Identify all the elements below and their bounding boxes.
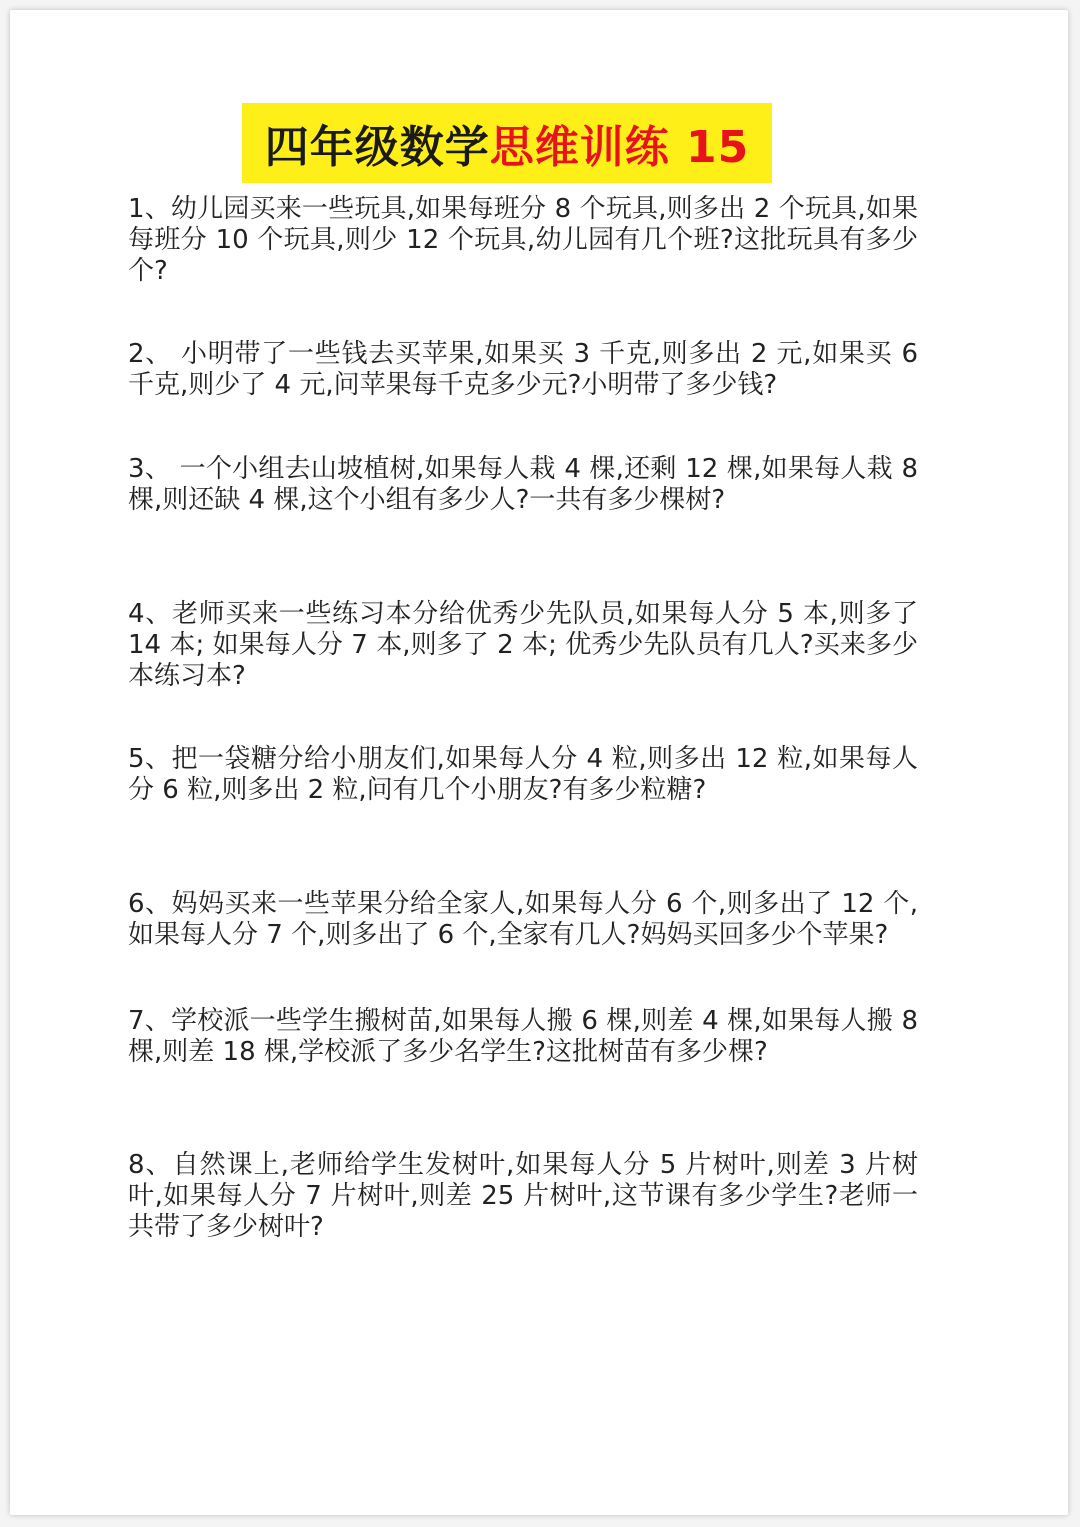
title-grade-subject: 四年级数学: [264, 122, 490, 173]
problem-8: 8、自然课上,老师给学生发树叶,如果每人分 5 片树叶,则差 3 片树叶,如果每人分 7 片树叶,则差 25 片树叶,这节课有多少学生?老师一共带了多少树叶?: [128, 1150, 918, 1242]
problem-7: 7、学校派一些学生搬树苗,如果每人搬 6 棵,则差 4 棵,如果每人搬 8 棵,则差 18 棵,学校派了多少名学生?这批树苗有多少棵?: [128, 1006, 918, 1067]
title-training-number: 思维训练 15: [489, 122, 750, 173]
problem-3: 3、 一个小组去山坡植树,如果每人栽 4 棵,还剩 12 棵,如果每人栽 8 棵,则还缺 4 棵,这个小组有多少人?一共有多少棵树?: [128, 454, 918, 515]
title-banner: [242, 103, 772, 183]
problem-4: 4、老师买来一些练习本分给优秀少先队员,如果每人分 5 本,则多了 14 本; 如果每人分 7 本,则多了 2 本; 优秀少先队员有几人?买来多少本练习本?: [128, 599, 918, 691]
problem-1: 1、幼儿园买来一些玩具,如果每班分 8 个玩具,则多出 2 个玩具,如果每班分 10 个玩具,则少 12 个玩具,幼儿园有几个班?这批玩具有多少个?: [128, 194, 918, 286]
problem-6: 6、妈妈买来一些苹果分给全家人,如果每人分 6 个,则多出了 12 个,如果每人分 7 个,则多出了 6 个,全家有几人?妈妈买回多少个苹果?: [128, 889, 918, 950]
problem-5: 5、把一袋糖分给小朋友们,如果每人分 4 粒,则多出 12 粒,如果每人分 6 粒,则多出 2 粒,问有几个小朋友?有多少粒糖?: [128, 744, 918, 805]
problem-2: 2、 小明带了一些钱去买苹果,如果买 3 千克,则多出 2 元,如果买 6 千克,则少了 4 元,问苹果每千克多少元?小明带了多少钱?: [128, 339, 918, 400]
